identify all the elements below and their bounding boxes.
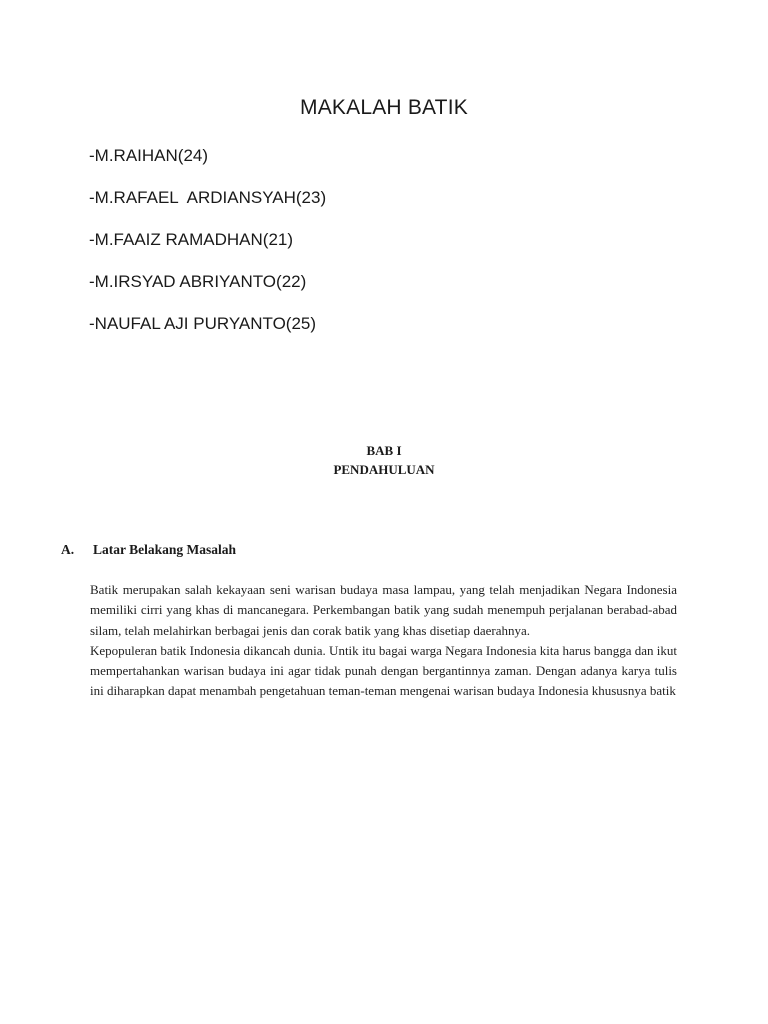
author-list (89, 145, 326, 355)
body-paragraph: Kepopuleran batik Indonesia dikancah dunia. Untik itu bagai warga Negara Indonesia kita harus bangga dan ikut mempertahankan warisan budaya ini agar tidak punah dengan bergantinnya zaman. Dengan adanya karya tulis ini diharapkan dapat menambah pengetahuan teman-teman mengenai warisan budaya Indonesia khususnya batik (90, 642, 677, 699)
author-item: -NAUFAL AJI PURYANTO(25) (89, 314, 317, 333)
body-paragraph: Batik merupakan salah kekayaan seni warisan budaya masa lampau, yang telah menjadikan Negara Indonesia memiliki cirri yang khas di mancanegara. Perkembangan batik yang sudah menempuh perjalanan berabad-abad silam, telah melahirkan berbagai jenis dan corak batik yang khas disetiap daerahnya. (90, 582, 677, 638)
author-item: -M.IRSYAD ABRIYANTO(22) (89, 272, 307, 291)
section-body (90, 580, 677, 702)
chapter-number: BAB I (366, 443, 402, 458)
document-title: MAKALAH BATIK (300, 96, 468, 119)
section-heading (61, 541, 236, 559)
chapter-title: PENDAHULUAN (333, 462, 435, 477)
chapter-heading (0, 441, 768, 479)
author-item: -M.RAFAEL ARDIANSYAH(23) (89, 188, 327, 207)
author-item: -M.FAAIZ RAMADHAN(21) (89, 230, 294, 249)
section-title: Latar Belakang Masalah (93, 542, 237, 557)
section-number: A. (61, 542, 75, 557)
author-item: -M.RAIHAN(24) (89, 146, 209, 165)
